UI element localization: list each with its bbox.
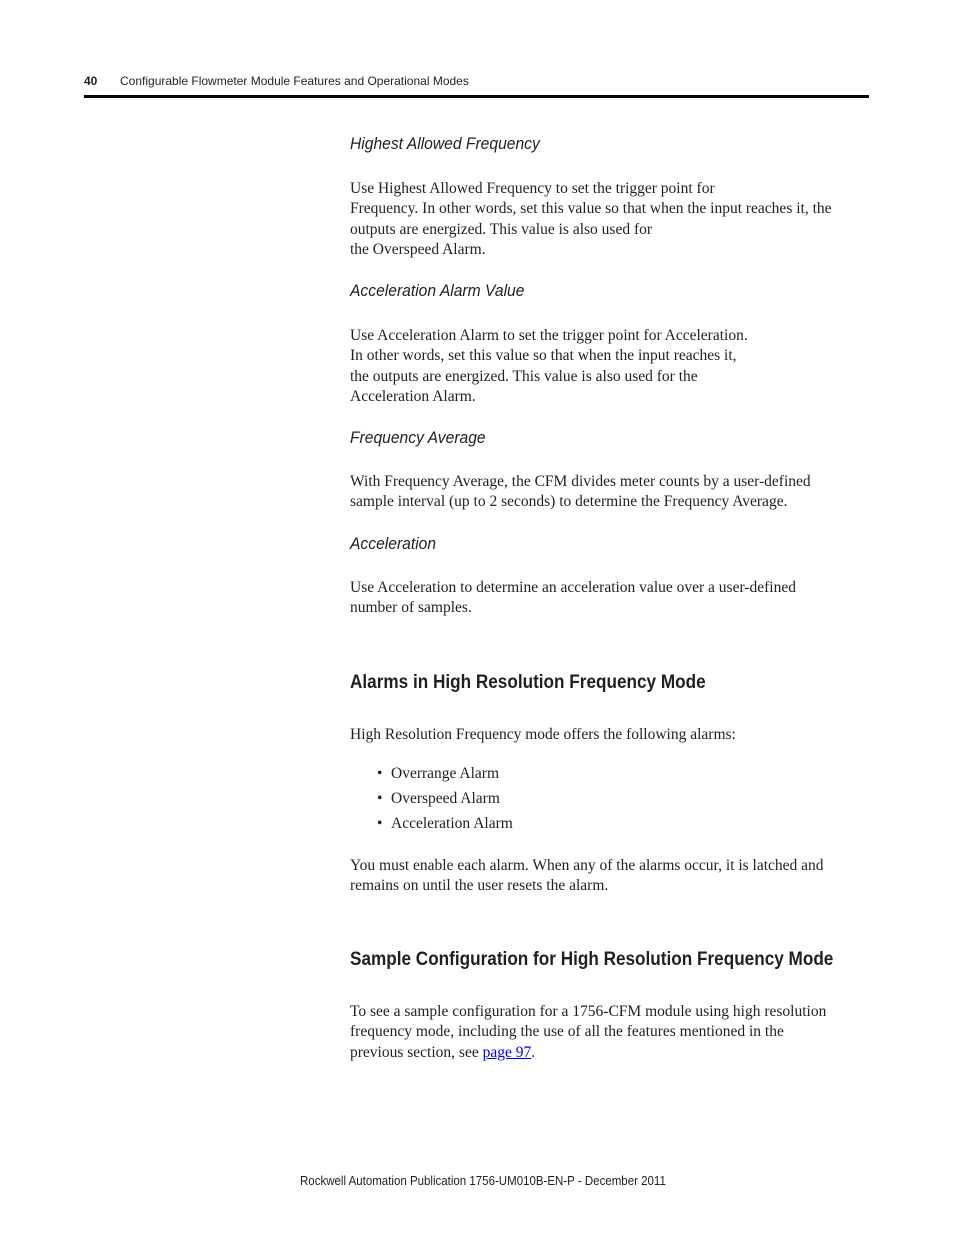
text-line: To see a sample configuration for a 1756-CFM module using high resolution (350, 1003, 827, 1020)
heading-sample-configuration: Sample Configuration for High Resolution Frequency Mode (350, 948, 834, 970)
text-line: the Overspeed Alarm. (350, 240, 486, 258)
subheading-frequency-average: Frequency Average (350, 428, 486, 447)
text-line: remains on until the user resets the alarm. (350, 877, 609, 895)
text-line: outputs are energized. This value is also used for (350, 220, 653, 238)
paragraph-frequency-average (350, 472, 870, 513)
text-fragment: previous section, see (350, 1043, 483, 1061)
paragraph-sample-configuration (350, 1002, 870, 1063)
text-line: Use Acceleration Alarm to set the trigger point for Acceleration. (350, 327, 748, 344)
running-title: Configurable Flowmeter Module Features and Operational Modes (120, 74, 469, 88)
text-line: High Resolution Frequency mode offers the following alarms: (350, 726, 736, 743)
alarm-list (377, 764, 513, 839)
text-line: Frequency. In other words, set this value so that when the input reaches it, the (350, 200, 832, 218)
list-item: • Acceleration Alarm (377, 814, 513, 839)
text-line: Acceleration Alarm. (350, 387, 476, 405)
header-rule (84, 95, 869, 98)
text-line: the outputs are energized. This value is also used for the (350, 367, 698, 385)
text-line: You must enable each alarm. When any of the alarms occur, it is latched and (350, 857, 824, 874)
subheading-acceleration-alarm-value: Acceleration Alarm Value (350, 281, 525, 300)
text-line: In other words, set this value so that when the input reaches it, (350, 347, 737, 365)
page-header (84, 72, 869, 94)
paragraph-alarms-latched (350, 856, 870, 897)
paragraph-acceleration (350, 578, 870, 619)
subheading-acceleration: Acceleration (350, 534, 437, 553)
text-line: With Frequency Average, the CFM divides meter counts by a user-defined (350, 473, 811, 490)
list-item: • Overrange Alarm (377, 764, 513, 789)
text-line: sample interval (up to 2 seconds) to determine the Frequency Average. (350, 493, 788, 511)
page-97-link[interactable]: page 97 (482, 1043, 532, 1061)
list-item: • Overspeed Alarm (377, 789, 513, 814)
paragraph-alarms-intro (350, 725, 870, 745)
paragraph-highest-allowed-frequency (350, 179, 870, 260)
text-line: number of samples. (350, 599, 472, 617)
text-line: Use Highest Allowed Frequency to set the trigger point for (350, 180, 715, 197)
page-number: 40 (84, 74, 98, 88)
text-line: frequency mode, including the use of all the features mentioned in the (350, 1023, 784, 1041)
paragraph-acceleration-alarm-value (350, 326, 870, 407)
text-line: Use Acceleration to determine an acceleration value over a user-defined (350, 579, 796, 596)
subheading-highest-allowed-frequency: Highest Allowed Frequency (350, 134, 540, 153)
heading-alarms: Alarms in High Resolution Frequency Mode (350, 671, 706, 693)
page-footer: Rockwell Automation Publication 1756-UM010B-EN-P - December 2011 (300, 1174, 666, 1188)
text-line (350, 1043, 870, 1063)
text-fragment: . (531, 1043, 536, 1061)
